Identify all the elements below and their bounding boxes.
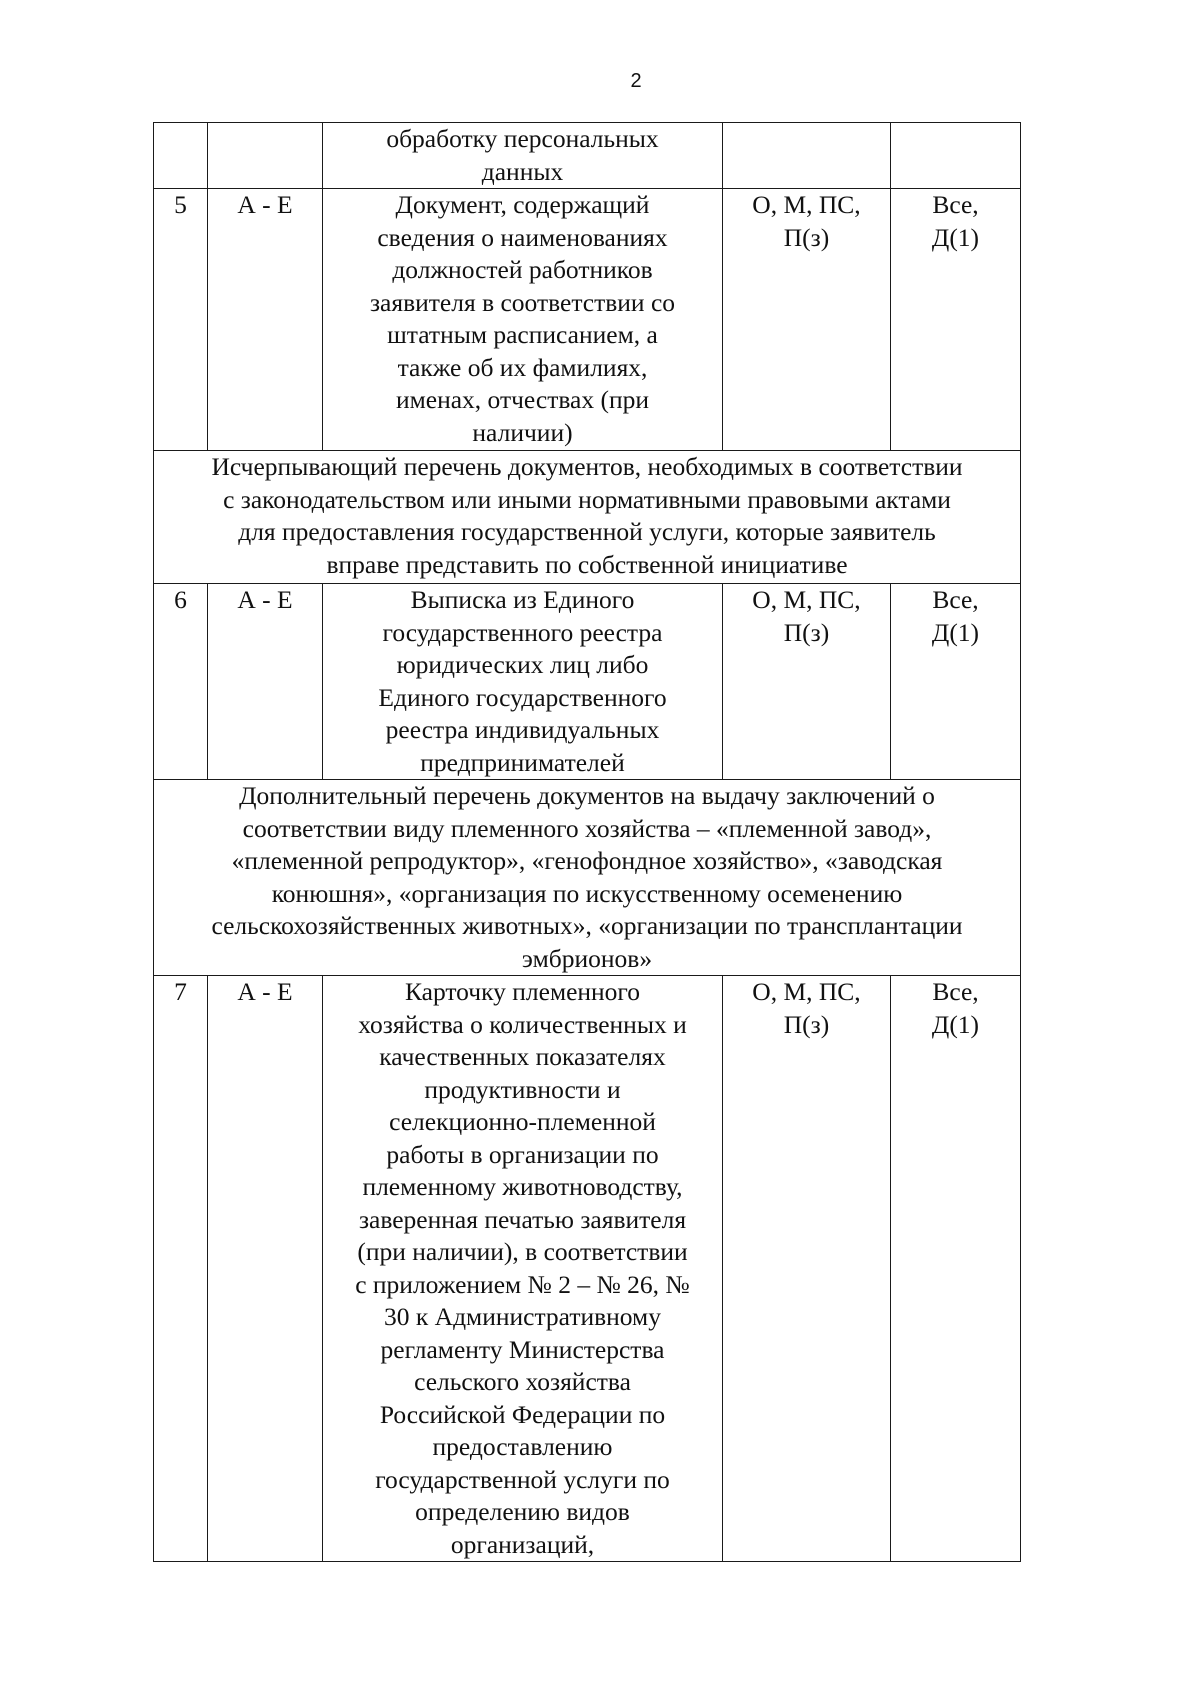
applicant-category: А - Е <box>208 976 323 1562</box>
submission-forms: О, М, ПС, П(з) <box>723 584 891 780</box>
submission-forms: О, М, ПС, П(з) <box>723 189 891 451</box>
document-description: Карточку племенного хозяйства о количественных и качественных показателях продуктивности и селекционно-племенной работы в организации по племенному животноводству, заверенная печатью заявителя (при наличии), в соответствии с приложением № 2 – № 26, № 30 к Административному регламенту Министерства сельского хозяйства Российской Федерации по предоставлению государственной услуги по определению видов организаций, <box>323 976 723 1562</box>
row-number: 6 <box>154 584 208 780</box>
row-number <box>154 123 208 189</box>
table-row <box>154 976 1021 1562</box>
submission-forms: О, М, ПС, П(з) <box>723 976 891 1562</box>
page-number: 2 <box>630 70 642 92</box>
submission-forms <box>723 123 891 189</box>
applicable-to: Все, Д(1) <box>891 584 1021 780</box>
applicant-category: А - Е <box>208 584 323 780</box>
section-header-row <box>154 451 1021 584</box>
document-description: обработку персональных данных <box>323 123 723 189</box>
applicant-category <box>208 123 323 189</box>
table-row <box>154 189 1021 451</box>
table-row <box>154 584 1021 780</box>
table-row <box>154 123 1021 189</box>
row-number: 7 <box>154 976 208 1562</box>
applicable-to: Все, Д(1) <box>891 189 1021 451</box>
applicable-to: Все, Д(1) <box>891 976 1021 1562</box>
document-description: Документ, содержащий сведения о наименованиях должностей работников заявителя в соответствии со штатным расписанием, а также об их фамилиях, именах, отчествах (при наличии) <box>323 189 723 451</box>
section-heading: Дополнительный перечень документов на выдачу заключений о соответствии виду племенного хозяйства – «племенной завод», «племенной репродуктор», «генофондное хозяйство», «заводская конюшня», «организация по искусственному осеменению сельскохозяйственных животных», «организации по трансплантации эмбрионов» <box>154 780 1021 976</box>
section-header-row <box>154 780 1021 976</box>
document-description: Выписка из Единого государственного реестра юридических лиц либо Единого государственного реестра индивидуальных предпринимателей <box>323 584 723 780</box>
section-heading: Исчерпывающий перечень документов, необходимых в соответствии с законодательством или иными нормативными правовыми актами для предоставления государственной услуги, которые заявитель вправе представить по собственной инициативе <box>154 451 1021 584</box>
documents-table <box>153 122 1021 1562</box>
applicable-to <box>891 123 1021 189</box>
applicant-category: А - Е <box>208 189 323 451</box>
row-number: 5 <box>154 189 208 451</box>
